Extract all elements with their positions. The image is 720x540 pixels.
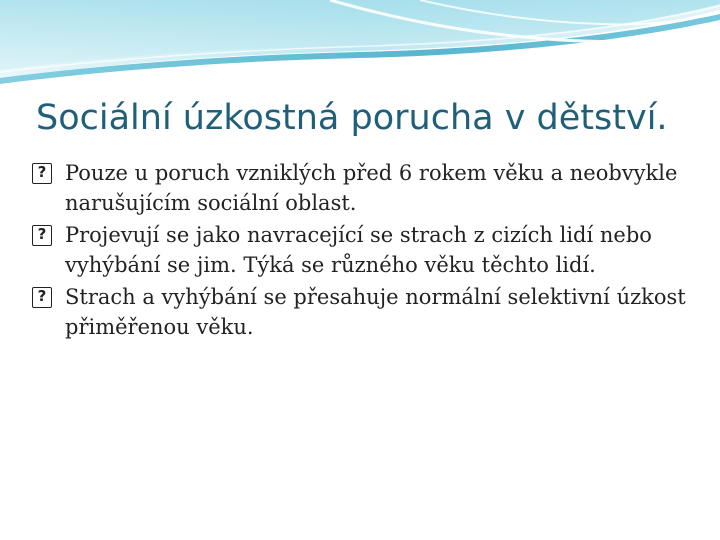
bullet-item [32,282,704,342]
missing-glyph-icon: ? [32,163,52,184]
bullet-item [32,158,704,218]
wave-banner-decoration [0,0,720,100]
missing-glyph-icon: ? [32,287,52,308]
bullet-list [32,158,704,344]
bullet-text: Pouze u poruch vzniklých před 6 rokem věku a neobvykle narušujícím sociální oblast. [65,161,678,215]
slide-title: Sociální úzkostná porucha v dětství. [36,98,668,138]
missing-glyph-icon: ? [32,225,52,246]
bullet-text: Strach a vyhýbání se přesahuje normální selektivní úzkost přiměřenou věku. [65,285,686,339]
bullet-text: Projevují se jako navracející se strach z cizích lidí nebo vyhýbání se jim. Týká se různého věku těchto lidí. [65,223,652,277]
bullet-item [32,220,704,280]
